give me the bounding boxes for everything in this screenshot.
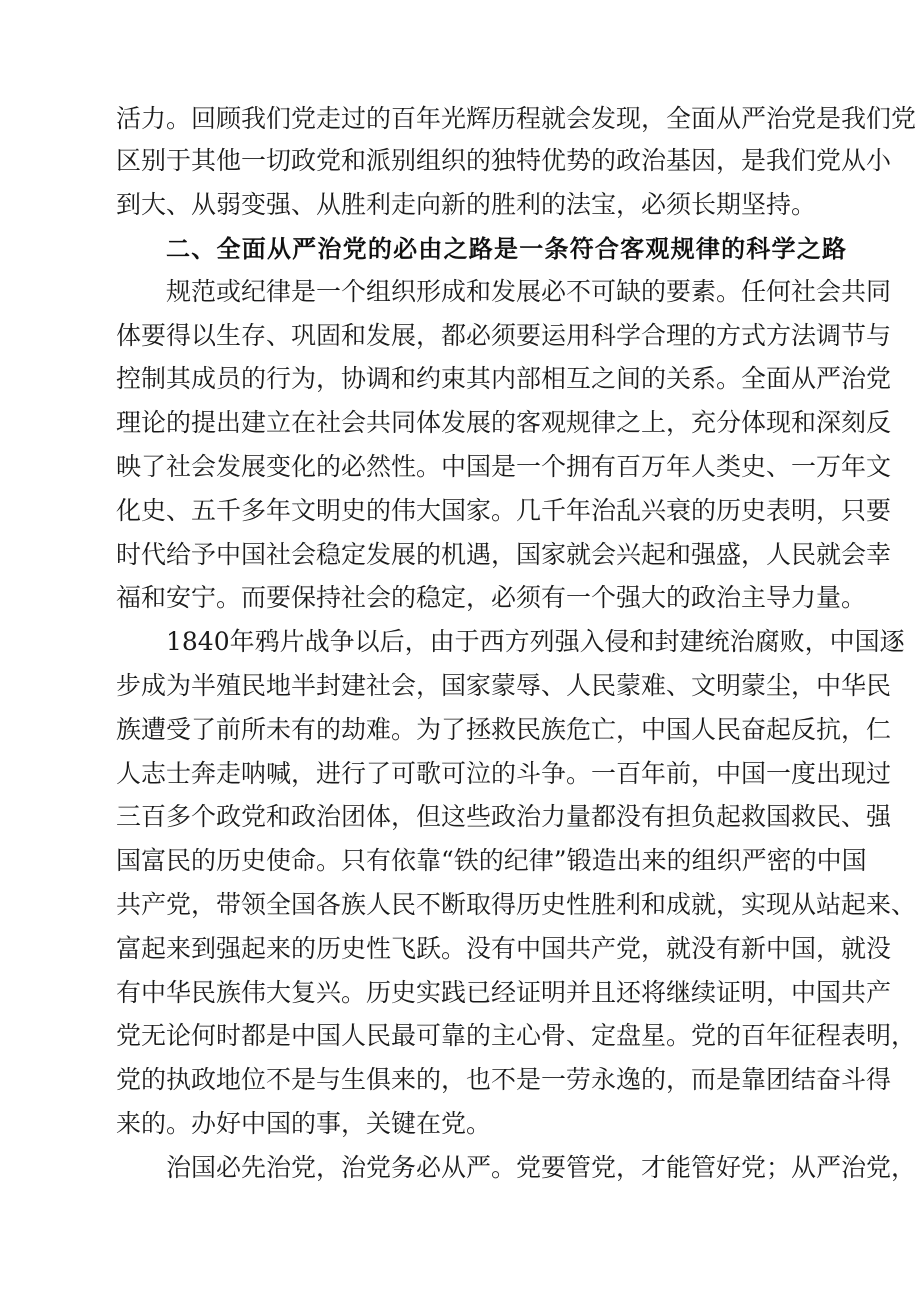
text-line: 有中华民族伟大复兴。历史实践已经证明并且还将继续证明，中国共产 [116,978,892,1007]
text-line: 国富民的历史使命。只有依靠“铁的纪律”锻造出来的组织严密的中国 [116,846,867,875]
text-line: 化史、五千多年文明史的伟大国家。几千年治乱兴衰的历史表明，只要 [116,496,892,525]
text-line: 步成为半殖民地半封建社会，国家蒙辱、人民蒙难、文明蒙尘，中华民 [116,671,892,700]
text-line: 活力。回顾我们党走过的百年光辉历程就会发现，全面从严治党是我们党 [116,104,917,133]
text-line: 来的。办好中国的事，关键在党。 [116,1109,492,1138]
text-line: 党的执政地位不是与生俱来的，也不是一劳永逸的，而是靠团结奋斗得 [116,1065,892,1094]
section-heading: 二、全面从严治党的必由之路是一条符合客观规律的科学之路 [166,235,846,263]
text-line: 1840年鸦片战争以后，由于西方列强入侵和封建统治腐败，中国逐 [166,627,905,656]
text-line: 体要得以生存、巩固和发展，都必须要运用科学合理的方式方法调节与 [116,321,892,350]
text-line: 理论的提出建立在社会共同体发展的客观规律之上，充分体现和深刻反 [116,408,892,437]
text-line: 福和安宁。而要保持社会的稳定，必须有一个强大的政治主导力量。 [116,583,867,612]
text-line: 治国必先治党，治党务必从严。党要管党，才能管好党；从严治党， [166,1153,917,1182]
text-line: 人志士奔走呐喊，进行了可歌可泣的斗争。一百年前，中国一度出现过 [116,759,892,788]
text-line: 到大、从弱变强、从胜利走向新的胜利的法宝，必须长期坚持。 [116,190,817,219]
text-line: 规范或纪律是一个组织形成和发展必不可缺的要素。任何社会共同 [166,277,892,306]
text-line: 共产党，带领全国各族人民不断取得历史性胜利和成就，实现从站起来、 [116,890,917,919]
text-line: 时代给予中国社会稳定发展的机遇，国家就会兴起和强盛，人民就会幸 [116,540,892,569]
text-line: 族遭受了前所未有的劫难。为了拯救民族危亡，中国人民奋起反抗，仁 [116,715,892,744]
text-line: 控制其成员的行为，协调和约束其内部相互之间的关系。全面从严治党 [116,364,892,393]
text-line: 映了社会发展变化的必然性。中国是一个拥有百万年人类史、一万年文 [116,452,892,481]
text-line: 富起来到强起来的历史性飞跃。没有中国共产党，就没有新中国，就没 [116,934,892,963]
text-line: 区别于其他一切政党和派别组织的独特优势的政治基因，是我们党从小 [116,146,892,175]
text-line: 三百多个政党和政治团体，但这些政治力量都没有担负起救国救民、强 [116,802,892,831]
text-line: 党无论何时都是中国人民最可靠的主心骨、定盘星。党的百年征程表明， [116,1021,917,1050]
